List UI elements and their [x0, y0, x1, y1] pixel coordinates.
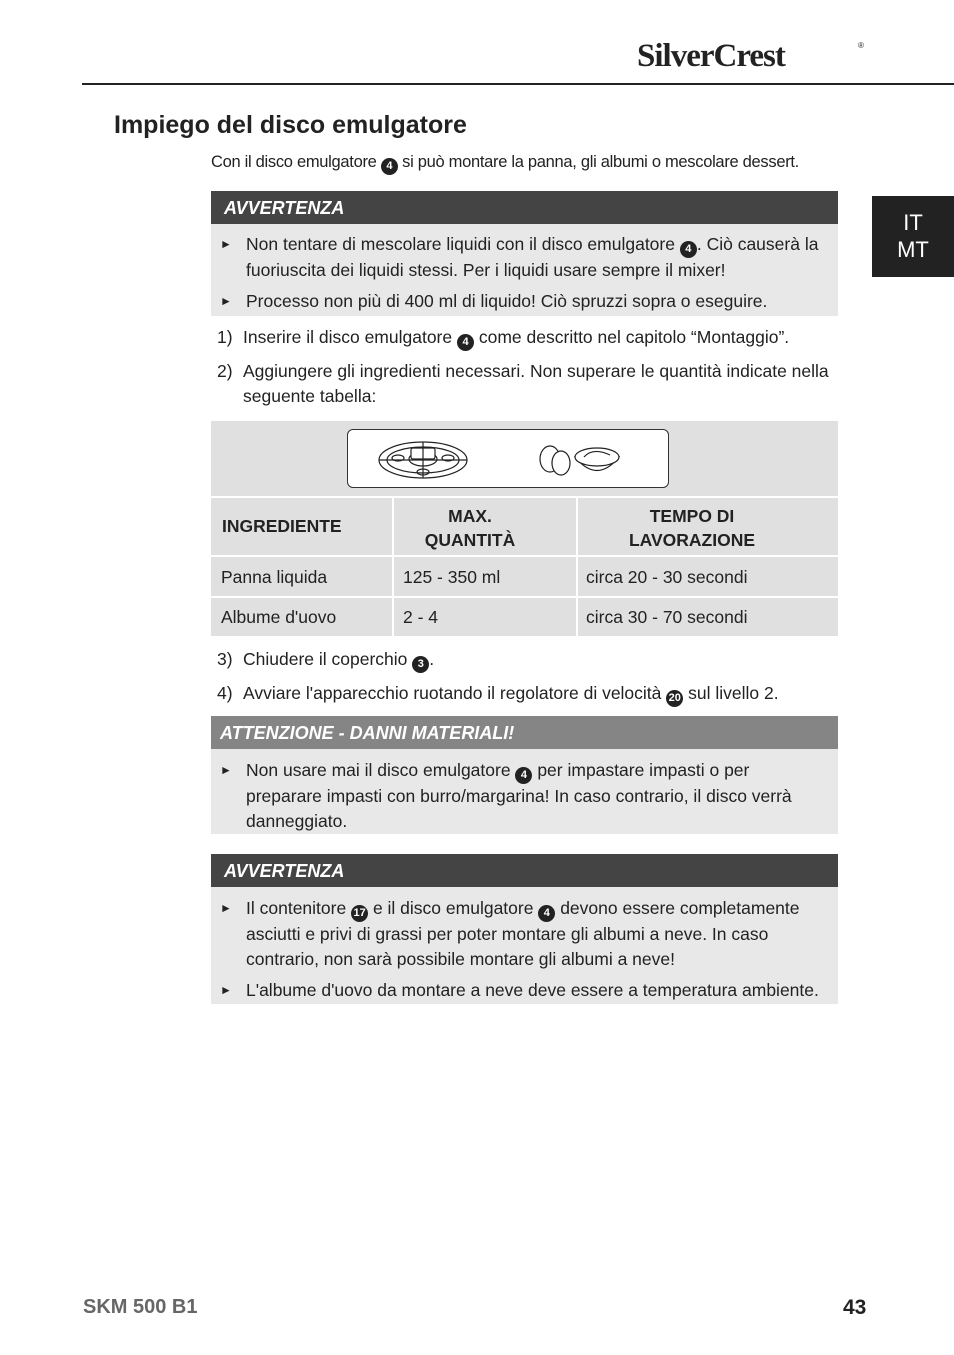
page-number: 43	[843, 1296, 867, 1319]
silvercrest-logo	[637, 34, 867, 74]
step-1: 1) Inserire il disco emulgatore 4 come descritto nel capitolo “Montaggio”.	[217, 325, 842, 351]
table-cell: 125 - 350 ml	[403, 567, 501, 587]
table-cell: circa 20 - 30 secondi	[586, 567, 748, 587]
bullet-arrow-icon: ►	[220, 983, 232, 997]
footer-model: SKM 500 B1	[83, 1296, 198, 1318]
emulsifier-disc-icon	[379, 442, 467, 478]
language-tab	[872, 196, 954, 277]
lang-mt: MT	[897, 237, 929, 262]
table-cell: Panna liquida	[221, 567, 328, 587]
ref-number-icon: 4	[515, 767, 532, 784]
svg-text:®: ®	[858, 41, 864, 50]
step-4: 4) Avviare l'apparecchio ruotando il regolatore di velocità 20 sul livello 2.	[217, 681, 842, 707]
warning-header: AVVERTENZA	[211, 854, 838, 887]
ref-number-icon: 20	[666, 690, 683, 707]
step-3: 3) Chiudere il coperchio 3 .	[217, 647, 842, 673]
warning-bullet: ► Il contenitore 17 e il disco emulgatore 4 devono essere completamente asciutti e privi di grassi per poter montare gli albumi a neve. In caso contrario, non sarà possibile montare gli albumi a neve!	[220, 898, 800, 969]
ref-number-icon: 4	[457, 334, 474, 351]
ref-number-icon: 4	[680, 241, 697, 258]
logo-text: SilverCrest	[637, 38, 785, 74]
warning-box-2	[211, 854, 838, 1004]
caution-header: ATTENZIONE - DANNI MATERIALI!	[211, 716, 838, 749]
ref-number-icon: 17	[351, 905, 368, 922]
section-title: Impiego del disco emulgatore	[114, 111, 467, 139]
intro-text: Con il disco emulgatore 4 si può montare la panna, gli albumi o mescolare dessert.	[211, 153, 799, 175]
eggs-icon	[540, 446, 570, 475]
table-cell: 2 - 4	[403, 607, 439, 627]
ref-number-icon: 4	[381, 158, 398, 175]
bullet-arrow-icon: ►	[220, 763, 232, 777]
whipped-bowl-icon	[575, 448, 619, 471]
bullet-arrow-icon: ►	[220, 294, 232, 308]
bullet-arrow-icon: ►	[220, 237, 232, 251]
table-cell: Albume d'uovo	[221, 607, 337, 627]
bullet-arrow-icon: ►	[220, 901, 232, 915]
warning-bullet: ► Processo non più di 400 ml di liquido! Ciò spruzzi sopra o eseguire.	[211, 289, 838, 314]
accessory-illustration	[347, 429, 669, 488]
ref-number-icon: 3	[412, 656, 429, 673]
table-header: INGREDIENTE	[222, 516, 342, 536]
header-rule	[82, 83, 954, 85]
warning-header: AVVERTENZA	[211, 191, 838, 224]
table-header: MAX. QUANTITÀ	[424, 506, 516, 550]
caution-box	[211, 716, 838, 834]
step-2: 2) Aggiungere gli ingredienti necessari. Non superare le quantità indicate nella seguente tabella:	[217, 361, 829, 406]
warning-bullet: ► L'albume d'uovo da montare a neve deve essere a temperatura ambiente.	[211, 978, 838, 1003]
warning-box	[211, 191, 838, 316]
caution-bullet: ► Non usare mai il disco emulgatore 4 per impastare impasti o per preparare impasti con burro/margarina! In caso contrario, il disco verrà danneggiato.	[220, 760, 792, 831]
table-cell: circa 30 - 70 secondi	[586, 607, 748, 627]
lang-it: IT	[903, 210, 923, 235]
warning-bullet: ► Non tentare di mescolare liquidi con il disco emulgatore 4 . Ciò causerà la fuoriuscita dei liquidi stessi. Per i liquidi usare sempre il mixer!	[220, 234, 819, 280]
quantity-table	[211, 421, 838, 636]
table-header: TEMPO DI LAVORAZIONE	[628, 506, 756, 550]
ref-number-icon: 4	[538, 905, 555, 922]
